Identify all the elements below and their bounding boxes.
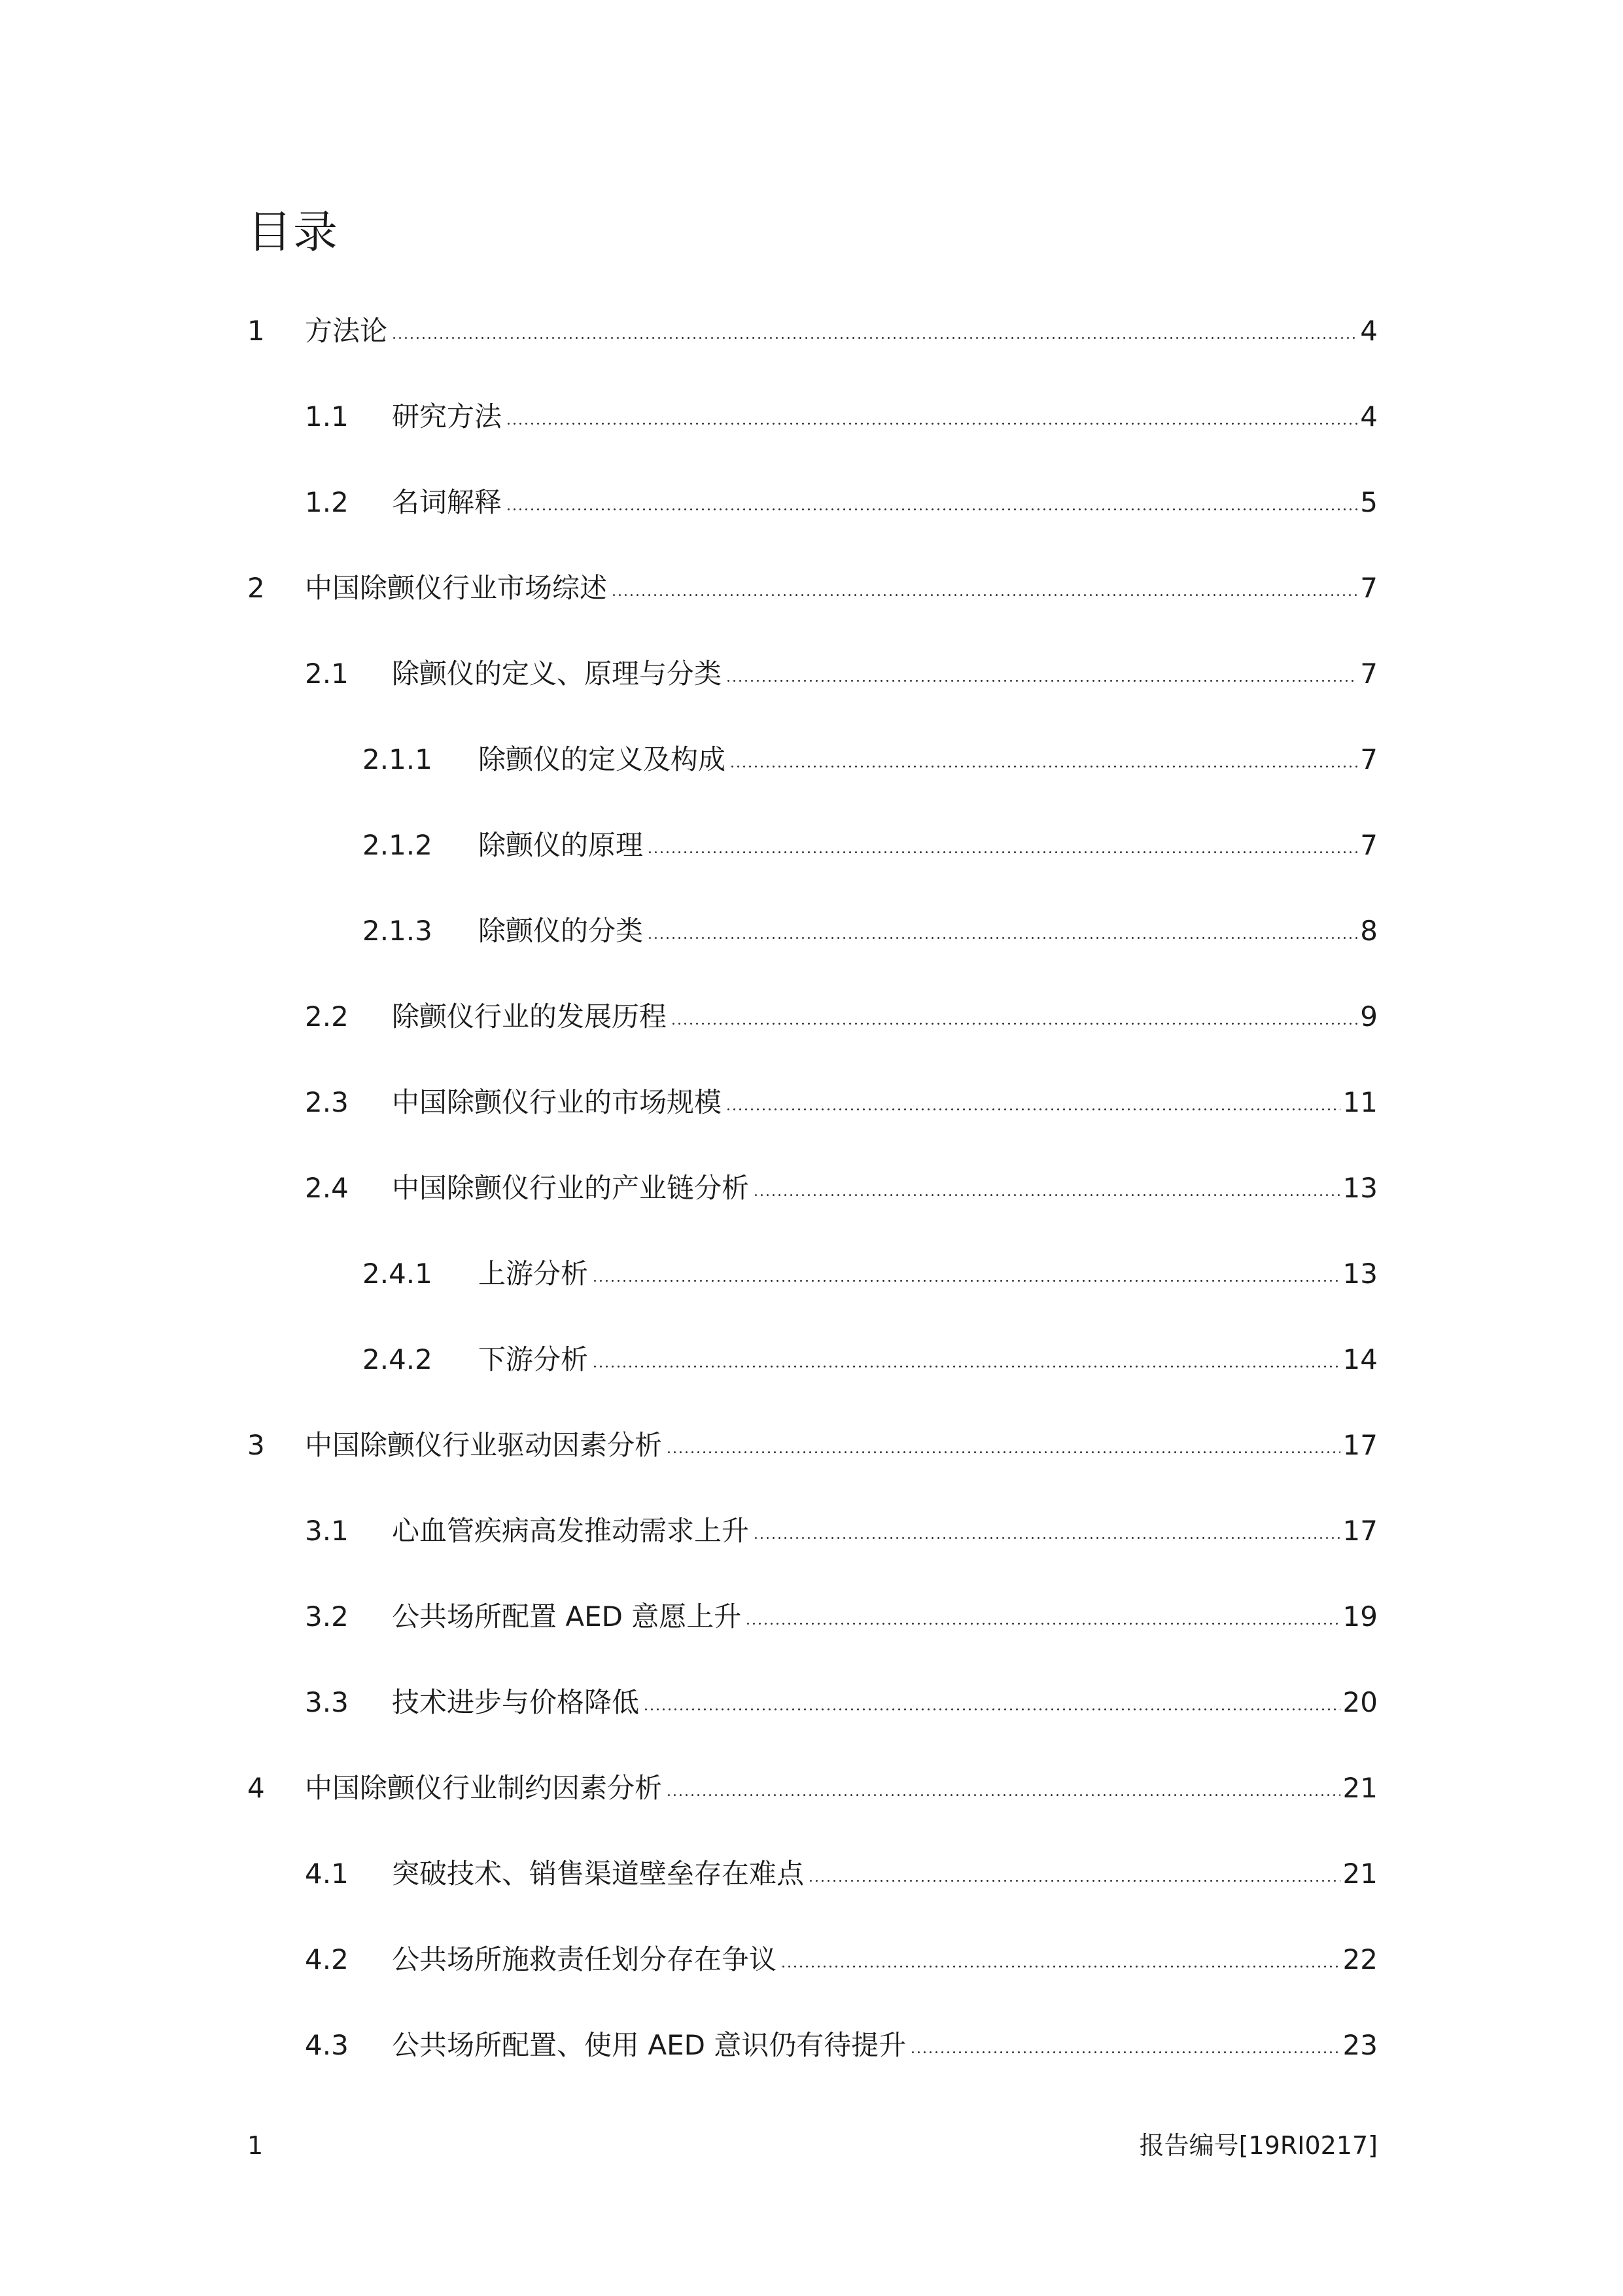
dot-leader [725, 1108, 1340, 1110]
toc-entry-3-2[interactable] [247, 1574, 1378, 1659]
toc-entry-number: 3.3 [305, 1686, 349, 1718]
toc-entry-2-3[interactable] [247, 1059, 1378, 1145]
footer-report-id: 报告编号[19RI0217] [1139, 2131, 1378, 2160]
toc-entry-number: 4.3 [305, 2028, 349, 2061]
toc-entry-page: 14 [1342, 1343, 1378, 1375]
toc-entry-title: 除颤仪的定义、原理与分类 [392, 657, 722, 690]
toc-entry-title: 除颤仪行业的发展历程 [392, 1000, 667, 1033]
toc-entry-number: 2.1.3 [362, 914, 432, 947]
toc-entry-page: 11 [1342, 1086, 1378, 1118]
toc-entry-title: 方法论 [305, 314, 388, 347]
toc-entry-4-3[interactable] [247, 2002, 1378, 2088]
toc-entry-page: 19 [1342, 1600, 1378, 1633]
toc-entry-page: 21 [1342, 1857, 1378, 1890]
page-footer [247, 2133, 1378, 2158]
toc-entry-number: 3 [247, 1428, 265, 1461]
toc-entry-number: 2.1.1 [362, 743, 432, 775]
toc-entry-page: 5 [1360, 486, 1378, 518]
toc-entry-page: 9 [1360, 1000, 1378, 1033]
table-of-contents [247, 288, 1378, 2088]
dot-leader [725, 680, 1357, 682]
toc-entry-number: 1.1 [305, 400, 349, 433]
toc-entry-2-2[interactable] [247, 974, 1378, 1059]
dot-leader [808, 1880, 1340, 1882]
toc-entry-title: 除颤仪的分类 [478, 914, 644, 947]
toc-entry-page: 13 [1342, 1171, 1378, 1204]
toc-entry-title: 公共场所配置 AED 意愿上升 [392, 1600, 742, 1633]
toc-entry-number: 2.4.2 [362, 1343, 432, 1375]
toc-entry-number: 1 [247, 314, 265, 347]
toc-entry-page: 13 [1342, 1257, 1378, 1290]
toc-entry-number: 2 [247, 571, 265, 604]
toc-entry-page: 7 [1360, 828, 1378, 861]
dot-leader [611, 594, 1357, 596]
toc-entry-page: 4 [1360, 400, 1378, 433]
toc-entry-3[interactable] [247, 1402, 1378, 1488]
toc-entry-number: 1.2 [305, 486, 349, 518]
dot-leader [647, 937, 1357, 939]
toc-entry-1-1[interactable] [247, 374, 1378, 459]
toc-entry-title: 中国除颤仪行业的产业链分析 [392, 1171, 750, 1204]
toc-entry-title: 上游分析 [478, 1257, 589, 1290]
toc-entry-title: 中国除颤仪行业制约因素分析 [305, 1771, 663, 1804]
toc-entry-4[interactable] [247, 1745, 1378, 1831]
toc-entry-number: 2.2 [305, 1000, 349, 1033]
toc-entry-1[interactable] [247, 288, 1378, 374]
toc-entry-page: 7 [1360, 743, 1378, 775]
toc-entry-3-3[interactable] [247, 1659, 1378, 1745]
toc-entry-title: 中国除颤仪行业市场综述 [305, 571, 608, 604]
toc-entry-4-1[interactable] [247, 1831, 1378, 1916]
dot-leader [592, 1366, 1340, 1368]
toc-entry-title: 除颤仪的定义及构成 [478, 743, 726, 775]
toc-entry-page: 21 [1342, 1771, 1378, 1804]
toc-entry-page: 7 [1360, 657, 1378, 690]
toc-entry-number: 3.1 [305, 1514, 349, 1547]
toc-entry-title: 中国除颤仪行业驱动因素分析 [305, 1428, 663, 1461]
toc-entry-2-1-2[interactable] [247, 802, 1378, 888]
toc-entry-number: 2.1 [305, 657, 349, 690]
toc-entry-page: 17 [1342, 1428, 1378, 1461]
toc-entry-title: 研究方法 [392, 400, 502, 433]
toc-entry-2-1-3[interactable] [247, 888, 1378, 974]
toc-entry-page: 8 [1360, 914, 1378, 947]
dot-leader [647, 851, 1357, 853]
toc-entry-number: 4 [247, 1771, 265, 1804]
dot-leader [780, 1966, 1340, 1968]
toc-entry-page: 7 [1360, 571, 1378, 604]
dot-leader [671, 1023, 1357, 1025]
toc-entry-2-4[interactable] [247, 1145, 1378, 1231]
toc-entry-2-1-1[interactable] [247, 716, 1378, 802]
toc-entry-title: 名词解释 [392, 486, 502, 518]
toc-entry-title: 中国除颤仪行业的市场规模 [392, 1086, 722, 1118]
toc-entry-number: 3.2 [305, 1600, 349, 1633]
footer-page-number: 1 [247, 2131, 264, 2160]
toc-entry-title: 技术进步与价格降低 [392, 1686, 640, 1718]
dot-leader [745, 1623, 1340, 1625]
toc-entry-number: 2.3 [305, 1086, 349, 1118]
page-title: 目录 [247, 207, 340, 258]
dot-leader [753, 1537, 1340, 1539]
toc-entry-number: 2.4.1 [362, 1257, 432, 1290]
toc-entry-title: 心血管疾病高发推动需求上升 [392, 1514, 750, 1547]
toc-entry-page: 20 [1342, 1686, 1378, 1718]
dot-leader [666, 1451, 1340, 1453]
toc-entry-page: 23 [1342, 2028, 1378, 2061]
dot-leader [729, 766, 1357, 768]
dot-leader [506, 508, 1357, 510]
toc-entry-number: 2.4 [305, 1171, 349, 1204]
toc-entry-4-2[interactable] [247, 1916, 1378, 2002]
dot-leader [592, 1280, 1340, 1282]
toc-entry-title: 突破技术、销售渠道壁垒存在难点 [392, 1857, 805, 1890]
toc-entry-page: 17 [1342, 1514, 1378, 1547]
dot-leader [753, 1194, 1340, 1196]
dot-leader [910, 2051, 1340, 2053]
toc-entry-title: 公共场所施救责任划分存在争议 [392, 1943, 777, 1975]
toc-entry-number: 2.1.2 [362, 828, 432, 861]
toc-entry-page: 22 [1342, 1943, 1378, 1975]
dot-leader [391, 337, 1357, 339]
toc-entry-2-4-1[interactable] [247, 1231, 1378, 1316]
dot-leader [643, 1708, 1340, 1710]
toc-entry-2-1[interactable] [247, 631, 1378, 716]
toc-entry-title: 下游分析 [478, 1343, 589, 1375]
toc-entry-number: 4.2 [305, 1943, 349, 1975]
toc-entry-3-1[interactable] [247, 1488, 1378, 1574]
dot-leader [666, 1794, 1340, 1796]
toc-entry-page: 4 [1360, 314, 1378, 347]
toc-entry-title: 公共场所配置、使用 AED 意识仍有待提升 [392, 2028, 907, 2061]
toc-entry-2-4-2[interactable] [247, 1316, 1378, 1402]
dot-leader [506, 423, 1357, 425]
toc-entry-title: 除颤仪的原理 [478, 828, 644, 861]
toc-entry-number: 4.1 [305, 1857, 349, 1890]
toc-entry-1-2[interactable] [247, 459, 1378, 545]
toc-entry-2[interactable] [247, 545, 1378, 631]
